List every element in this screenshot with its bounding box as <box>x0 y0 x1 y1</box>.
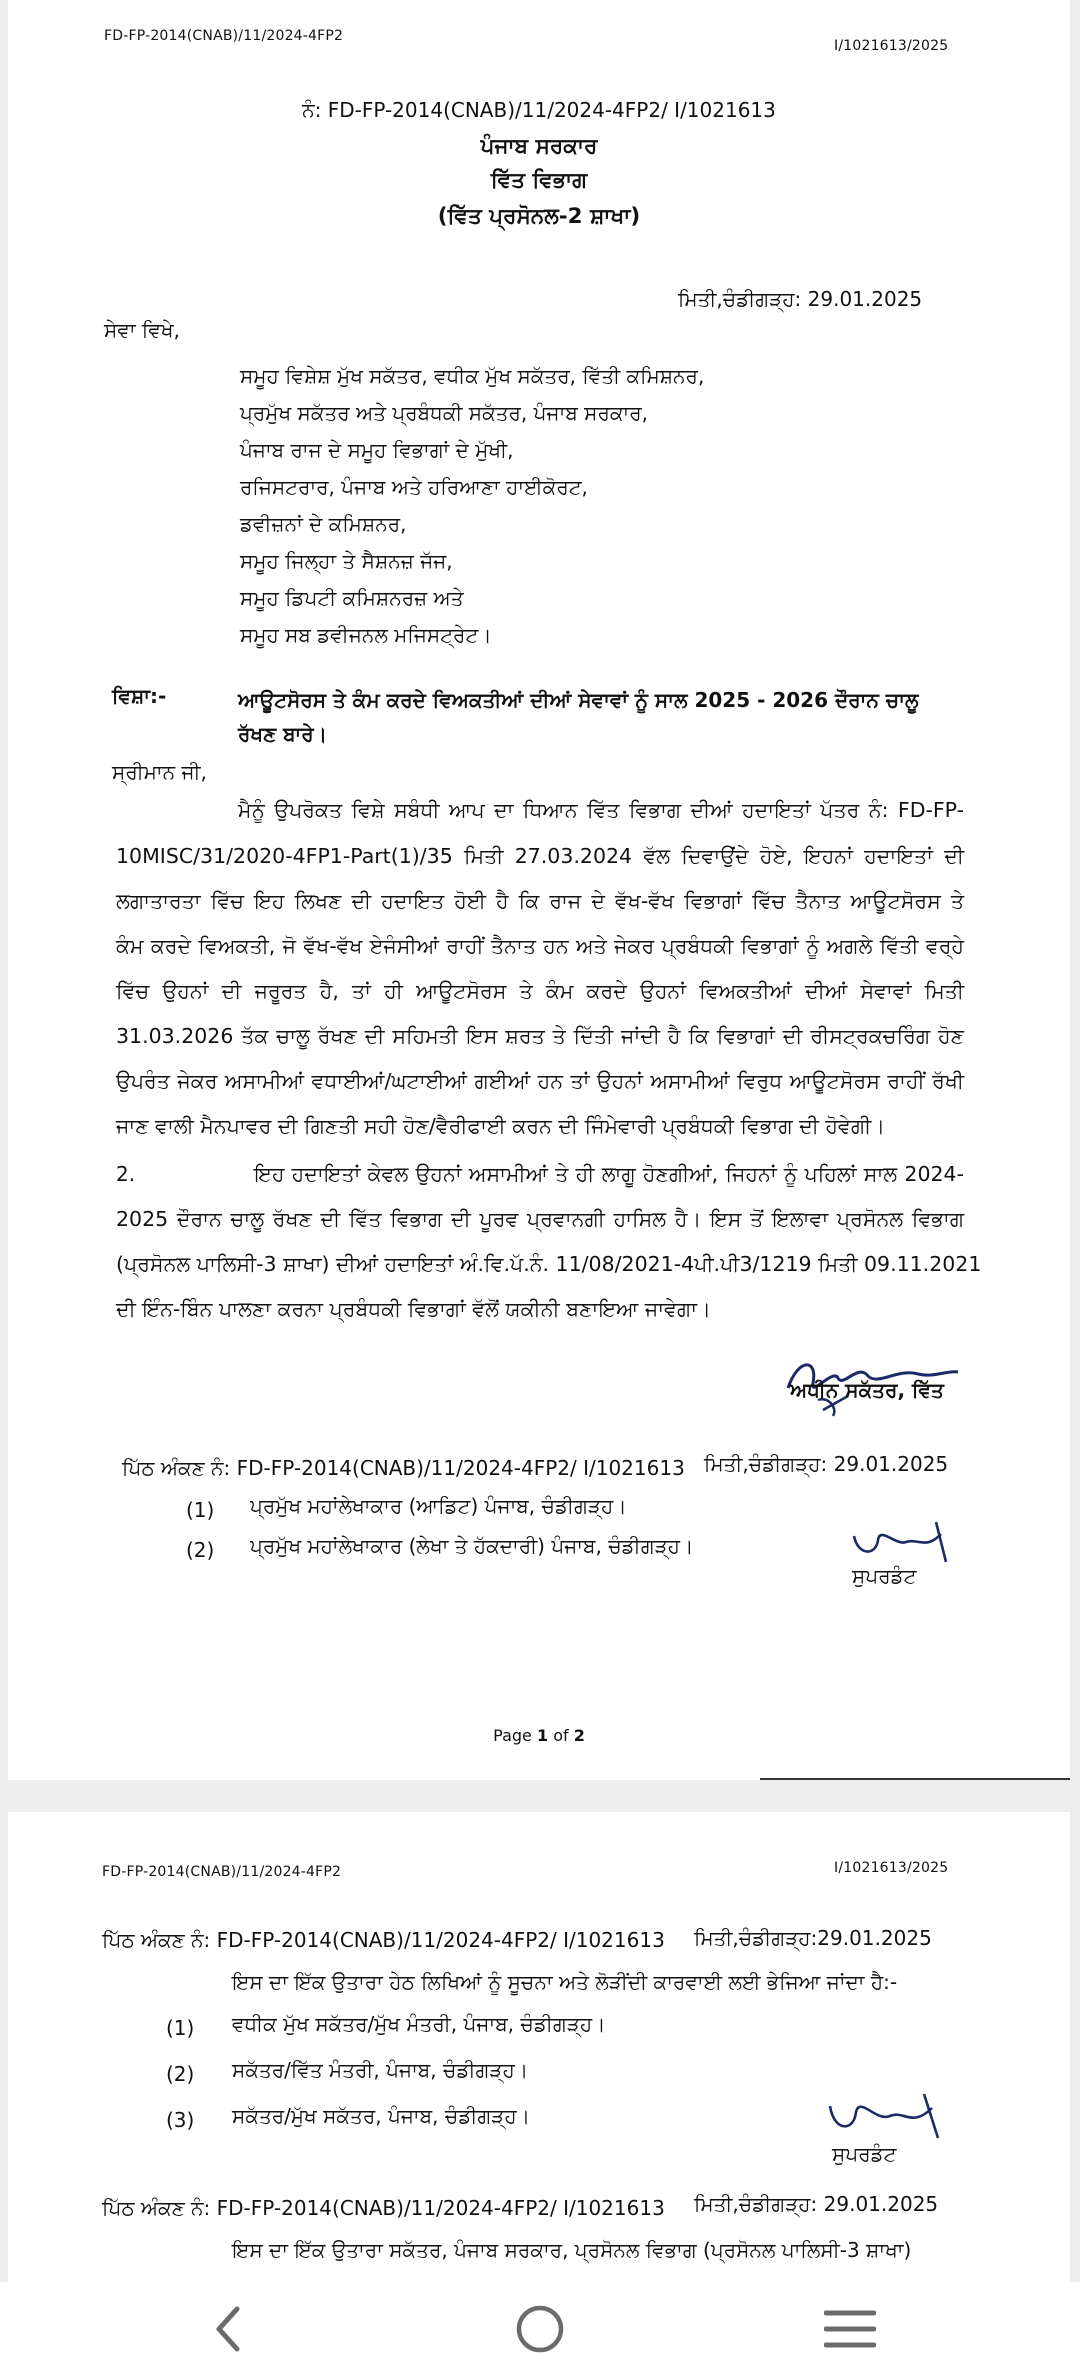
header-file-number: FD-FP-2014(CNAB)/11/2024-4FP2 <box>102 1864 342 1880</box>
copy-item-text: ਵਧੀਕ ਮੁੱਖ ਸਕੱਤਰ/ਮੁੱਖ ਮੰਤਰੀ, ਪੰਜਾਬ, ਚੰਡੀਗੜ੍ਹ। <box>232 2012 606 2036</box>
recipient-line: ਡਵੀਜ਼ਨਾਂ ਦੇ ਕਮਿਸ਼ਨਰ, <box>240 512 407 536</box>
endorsement-date: ਮਿਤੀ,ਚੰਡੀਗੜ੍ਹ: 29.01.2025 <box>694 2192 939 2216</box>
paragraph-1-line: 10MISC/31/2020-4FP1-Part(1)/35 ਮਿਤੀ 27.03.2024 ਵੱਲ ਦਿਵਾਉਂਦੇ ਹੋਏ, ਇਹਨਾਂ ਹਦਾਇਤਾਂ ਦੀ <box>116 844 964 868</box>
copy-item-number: (1) <box>166 2016 195 2040</box>
salutation: ਸੇਵਾ ਵਿਖੇ, <box>104 318 180 342</box>
endorsement-item-number: (1) <box>186 1498 215 1522</box>
paragraph-1-line: ਲਗਾਤਾਰਤਾ ਵਿੱਚ ਇਹ ਲਿਖਣ ਦੀ ਹਦਾਇਤ ਹੋਈ ਹੈ ਕਿ ਰਾਜ ਦੇ ਵੱਖ-ਵੱਖ ਵਿਭਾਗਾਂ ਵਿੱਚ ਤੈਨਾਤ ਆਊਟਸੋਰਸ ਤੇ <box>116 889 964 913</box>
recents-button[interactable] <box>820 2304 880 2354</box>
endorsement-date: ਮਿਤੀ,ਚੰਡੀਗੜ੍ਹ:29.01.2025 <box>694 1926 932 1950</box>
back-icon <box>211 2305 245 2353</box>
paragraph-1-line: ਕੰਮ ਕਰਦੇ ਵਿਅਕਤੀ, ਜੋ ਵੱਖ-ਵੱਖ ਏਜੰਸੀਆਂ ਰਾਹੀਂ ਤੈਨਾਤ ਹਨ ਅਤੇ ਜੇਕਰ ਪ੍ਰਬੰਧਕੀ ਵਿਭਾਗਾਂ ਨੂੰ ਅਗਲੇ ਵਿੱਤੀ ਵਰ੍ਹੇ <box>116 934 964 958</box>
recipient-line: ਪੰਜਾਬ ਰਾਜ ਦੇ ਸਮੂਹ ਵਿਭਾਗਾਂ ਦੇ ਮੁੱਖੀ, <box>240 438 514 462</box>
endorsement-date: ਮਿਤੀ,ਚੰਡੀਗੜ੍ਹ: 29.01.2025 <box>704 1452 949 1476</box>
recipient-line: ਸਮੂਹ ਸਬ ਡਵੀਜਨਲ ਮਜਿਸਟ੍ਰੇਟ। <box>240 623 492 647</box>
copy-item-text: ਸਕੱਤਰ/ਵਿੱਤ ਮੰਤਰੀ, ਪੰਜਾਬ, ਚੰਡੀਗੜ੍ਹ। <box>232 2058 529 2082</box>
subject-line-2: ਰੱਖਣ ਬਾਰੇ। <box>238 722 328 746</box>
government-name: ਪੰਜਾਬ ਸਰਕਾਰ <box>480 134 598 159</box>
recipient-line: ਸਮੂਹ ਜਿਲ੍ਹਾ ਤੇ ਸੈਸ਼ਨਜ਼ ਜੱਜ, <box>240 549 453 573</box>
recipient-line: ਰਜਿਸਟਰਾਰ, ਪੰਜਾਬ ਅਤੇ ਹਰਿਆਣਾ ਹਾਈਕੋਰਟ, <box>240 475 588 499</box>
header-receipt-number: I/1021613/2025 <box>834 38 949 54</box>
page-divider-line <box>760 1778 1070 1780</box>
home-icon <box>515 2304 565 2354</box>
endorsement-ref: ਪਿੱਠ ਅੰਕਣ ਨੰ: FD-FP-2014(CNAB)/11/2024-4FP2/ I/1021613 <box>102 2196 665 2220</box>
document-page-2 <box>8 1812 1070 2282</box>
branch-name: (ਵਿੱਤ ਪ੍ਰਸੋਨਲ-2 ਸ਼ਾਖਾ) <box>437 204 641 229</box>
superintendent-title: ਸੁਪਰਡੰਟ <box>852 1564 917 1588</box>
subject-label: ਵਿਸ਼ਾ:- <box>112 684 167 708</box>
copy-item-number: (3) <box>166 2108 195 2132</box>
recipient-line: ਸਮੂਹ ਵਿਸ਼ੇਸ਼ ਮੁੱਖ ਸਕੱਤਰ, ਵਧੀਕ ਮੁੱਖ ਸਕੱਤਰ, ਵਿੱਤੀ ਕਮਿਸ਼ਨਰ, <box>240 364 705 388</box>
copy-item-text: ਸਕੱਤਰ/ਮੁੱਖ ਸਕੱਤਰ, ਪੰਜਾਬ, ਚੰਡੀਗੜ੍ਹ। <box>232 2104 531 2128</box>
copy-intro: ਇਸ ਦਾ ਇੱਕ ਉਤਾਰਾ ਹੇਠ ਲਿਖਿਆਂ ਨੂੰ ਸੂਚਨਾ ਅਤੇ ਲੋੜੀਂਦੀ ਕਾਰਵਾਈ ਲਈ ਭੇਜਿਆ ਜਾਂਦਾ ਹੈ:- <box>232 1970 898 1994</box>
paragraph-2-number: 2. <box>116 1162 136 1186</box>
page-number: Page 1 of 2 <box>493 1726 585 1745</box>
letter-date: ਮਿਤੀ,ਚੰਡੀਗੜ੍ਹ: 29.01.2025 <box>678 287 923 311</box>
paragraph-1-line: ਵਿੱਚ ਉਹਨਾਂ ਦੀ ਜਰੂਰਤ ਹੈ, ਤਾਂ ਹੀ ਆਊਟਸੋਰਸ ਤੇ ਕੰਮ ਕਰਦੇ ਉਹਨਾਂ ਵਿਅਕਤੀਆਂ ਦੀਆਂ ਸੇਵਾਵਾਂ ਮਿਤੀ <box>116 979 964 1003</box>
recents-icon <box>824 2307 876 2351</box>
header-receipt-number: I/1021613/2025 <box>834 1860 949 1876</box>
endorsement-ref: ਪਿੱਠ ਅੰਕਣ ਨੰ: FD-FP-2014(CNAB)/11/2024-4FP2/ I/1021613 <box>102 1928 665 1952</box>
greeting: ਸ੍ਰੀਮਾਨ ਜੀ, <box>112 760 207 784</box>
endorsement-item-text: ਪ੍ਰਮੁੱਖ ਮਹਾਂਲੇਖਾਕਾਰ (ਆਡਿਟ) ਪੰਜਾਬ, ਚੰਡੀਗੜ੍ਹ। <box>250 1494 627 1518</box>
paragraph-1-line: 31.03.2026 ਤੱਕ ਚਾਲੂ ਰੱਖਣ ਦੀ ਸਹਿਮਤੀ ਇਸ ਸ਼ਰਤ ਤੇ ਦਿੱਤੀ ਜਾਂਦੀ ਹੈ ਕਿ ਵਿਭਾਗਾਂ ਦੀ ਰੀਸਟ੍ਰਕਚਰਿੰਗ ਹੋਣ <box>116 1024 964 1048</box>
back-button[interactable] <box>198 2304 258 2354</box>
copy-item-number: (2) <box>166 2062 195 2086</box>
copy-intro-partial: ਇਸ ਦਾ ਇੱਕ ਉਤਾਰਾ ਸਕੱਤਰ, ਪੰਜਾਬ ਸਰਕਾਰ, ਪ੍ਰਸੋਨਲ ਵਿਭਾਗ (ਪ੍ਰਸੋਨਲ ਪਾਲਿਸੀ-3 ਸ਼ਾਖਾ) <box>232 2238 912 2262</box>
endorsement-item-text: ਪ੍ਰਮੁੱਖ ਮਹਾਂਲੇਖਾਕਾਰ (ਲੇਖਾ ਤੇ ਹੱਕਦਾਰੀ) ਪੰਜਾਬ, ਚੰਡੀਗੜ੍ਹ। <box>250 1534 694 1558</box>
paragraph-1-line: ਉਪਰੰਤ ਜੇਕਰ ਅਸਾਮੀਆਂ ਵਧਾਈਆਂ/ਘਟਾਈਆਂ ਗਈਆਂ ਹਨ ਤਾਂ ਉਹਨਾਂ ਅਸਾਮੀਆਂ ਵਿਰੁਧ ਆਊਟਸੋਰਸ ਰਾਹੀਂ ਰੱਖੀ <box>116 1069 964 1093</box>
letter-ref-number: ਨੰ: FD-FP-2014(CNAB)/11/2024-4FP2/ I/1021613 <box>302 98 776 122</box>
subject-line-1: ਆਊਟਸੋਰਸ ਤੇ ਕੰਮ ਕਰਦੇ ਵਿਅਕਤੀਆਂ ਦੀਆਂ ਸੇਵਾਵਾਂ ਨੂੰ ਸਾਲ 2025 - 2026 ਦੌਰਾਨ ਚਾਲੂ <box>238 688 919 712</box>
signatory-title: ਅਧੀਨ ਸਕੱਤਰ, ਵਿੱਤ <box>790 1378 944 1402</box>
recipient-line: ਸਮੂਹ ਡਿਪਟੀ ਕਮਿਸ਼ਨਰਜ਼ ਅਤੇ <box>240 586 464 610</box>
paragraph-2-line: 2025 ਦੌਰਾਨ ਚਾਲੂ ਰੱਖਣ ਦੀ ਵਿੱਤ ਵਿਭਾਗ ਦੀ ਪੂਰਵ ਪ੍ਰਵਾਨਗੀ ਹਾਸਿਲ ਹੈ। ਇਸ ਤੋਂ ਇਲਾਵਾ ਪ੍ਰਸੋਨਲ ਵਿਭਾਗ <box>116 1207 964 1231</box>
endorsement-ref: ਪਿੱਠ ਅੰਕਣ ਨੰ: FD-FP-2014(CNAB)/11/2024-4FP2/ I/1021613 <box>122 1456 685 1480</box>
recipient-line: ਪ੍ਰਮੁੱਖ ਸਕੱਤਰ ਅਤੇ ਪ੍ਰਬੰਧਕੀ ਸਕੱਤਰ, ਪੰਜਾਬ ਸਰਕਾਰ, <box>240 401 648 425</box>
home-button[interactable] <box>510 2304 570 2354</box>
document-page-1 <box>8 0 1070 1780</box>
superintendent-title: ਸੁਪਰਡੰਟ <box>832 2142 897 2166</box>
paragraph-1-line: ਮੈਨੂੰ ਉਪਰੋਕਤ ਵਿਸ਼ੇ ਸਬੰਧੀ ਆਪ ਦਾ ਧਿਆਨ ਵਿੱਤ ਵਿਭਾਗ ਦੀਆਂ ਹਦਾਇਤਾਂ ਪੱਤਰ ਨੰ: FD-FP- <box>238 798 964 822</box>
page-separator <box>0 1780 1080 1812</box>
system-navigation-bar <box>0 2282 1080 2376</box>
paragraph-1-line: ਜਾਣ ਵਾਲੀ ਮੈਨਪਾਵਰ ਦੀ ਗਿਣਤੀ ਸਹੀ ਹੋਣ/ਵੈਰੀਫਾਈ ਕਰਨ ਦੀ ਜਿੰਮੇਵਾਰੀ ਪ੍ਰਬੰਧਕੀ ਵਿਭਾਗ ਦੀ ਹੋਵੇਗੀ। <box>116 1114 886 1138</box>
header-file-number: FD-FP-2014(CNAB)/11/2024-4FP2 <box>104 28 344 44</box>
superintendent-signature <box>820 2088 950 2148</box>
paragraph-2-line: ਇਹ ਹਦਾਇਤਾਂ ਕੇਵਲ ਉਹਨਾਂ ਅਸਾਮੀਆਂ ਤੇ ਹੀ ਲਾਗੂ ਹੋਣਗੀਆਂ, ਜਿਹਨਾਂ ਨੂੰ ਪਹਿਲਾਂ ਸਾਲ 2024- <box>254 1162 964 1186</box>
endorsement-item-number: (2) <box>186 1538 215 1562</box>
paragraph-2-line: ਦੀ ਇੰਨ-ਬਿੰਨ ਪਾਲਣਾ ਕਰਨਾ ਪ੍ਰਬੰਧਕੀ ਵਿਭਾਗਾਂ ਵੱਲੋਂ ਯਕੀਨੀ ਬਣਾਇਆ ਜਾਵੇਗਾ। <box>116 1297 711 1321</box>
paragraph-2-line: (ਪ੍ਰਸੋਨਲ ਪਾਲਿਸੀ-3 ਸ਼ਾਖਾ) ਦੀਆਂ ਹਦਾਇਤਾਂ ਅੰ.ਵਿ.ਪੱ.ਨੰ. 11/08/2021-4ਪੀ.ਪੀ3/1219 ਮਿਤੀ 09.11.2021 <box>116 1252 982 1276</box>
department-name: ਵਿੱਤ ਵਿਭਾਗ <box>490 168 588 193</box>
